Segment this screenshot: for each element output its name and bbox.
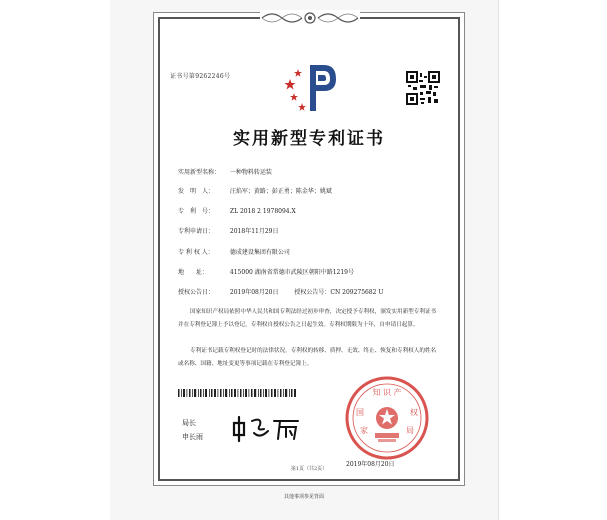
seal-date: 2019年08月20日 <box>346 461 395 468</box>
certificate-frame <box>158 17 460 481</box>
body-paragraph: 专利证书记载专利权登记时的法律状况。专利权的转移、质押、无效、终止、恢复和专利权人的姓名或名称、国籍、地址变更等事项记载在专利登记簿上。 <box>178 348 437 367</box>
field-row-filing-date <box>178 226 278 235</box>
field-row-grant-date <box>178 287 383 296</box>
svg-text:国: 国 <box>356 408 364 417</box>
field-label: 地 址： <box>178 269 209 276</box>
field-value: 一种物料转运装 <box>229 169 272 176</box>
field-value: 汪焰军；黄路；彭正勇；陈金华；姚斌 <box>229 188 332 195</box>
field-row-name <box>178 167 272 176</box>
body-paragraph: 国家知识产权局依照中华人民共和国专利法经过初步审查，决定授予专利权，颁发实用新型专利证书并在专利登记簿上予以登记。专利权自授权公告之日起生效。专利权期限为十年，自申请日起算。 <box>178 309 437 328</box>
footer-note: 其他事项参见背面 <box>283 494 324 500</box>
field-row-address <box>178 267 354 276</box>
director-title: 局长 <box>182 419 196 427</box>
field-label: 授权公告日： <box>178 289 215 296</box>
field-row-patent-number <box>178 206 296 215</box>
field-label: 实用新型名称： <box>178 169 221 176</box>
official-seal-icon <box>342 373 432 467</box>
certificate-number: 证书号第9262246号 <box>170 73 231 80</box>
page-title: 实用新型专利证书 <box>233 129 385 149</box>
svg-text:权: 权 <box>410 408 418 417</box>
director-block <box>182 416 203 444</box>
field-value: 德成建设集团有限公司 <box>229 249 290 256</box>
svg-text:家: 家 <box>360 426 368 435</box>
cnipa-logo-icon <box>280 61 340 117</box>
svg-text:局: 局 <box>406 426 414 435</box>
page-number: 第1页（共2页） <box>290 466 328 472</box>
svg-text:知 识 产: 知 识 产 <box>372 388 402 397</box>
director-signature-icon <box>230 413 304 447</box>
field-row-patentee <box>178 247 290 256</box>
viewer-rule-right <box>498 0 499 520</box>
field-row-inventors <box>178 186 332 195</box>
grant-number: 授权公告号：CN 209275682 U <box>294 289 384 296</box>
qr-code-icon <box>406 71 440 109</box>
document-page <box>110 0 498 520</box>
field-label: 专利申请日： <box>178 228 215 235</box>
barcode-icon <box>178 389 298 397</box>
top-ornament-icon <box>260 10 360 26</box>
field-label: 发 明 人： <box>178 188 215 195</box>
field-value: 2019年08月20日 <box>229 289 279 296</box>
field-value: 415000 湖南省常德市武陵区朝阳中路1219号 <box>229 269 355 276</box>
director-name: 申长雨 <box>182 433 203 441</box>
field-label: 专 利 号： <box>178 208 215 215</box>
field-value: 2018年11月29日 <box>229 228 279 235</box>
field-value: ZL 2018 2 1978094.X <box>229 208 296 215</box>
field-label: 专 利 权 人： <box>178 249 214 256</box>
